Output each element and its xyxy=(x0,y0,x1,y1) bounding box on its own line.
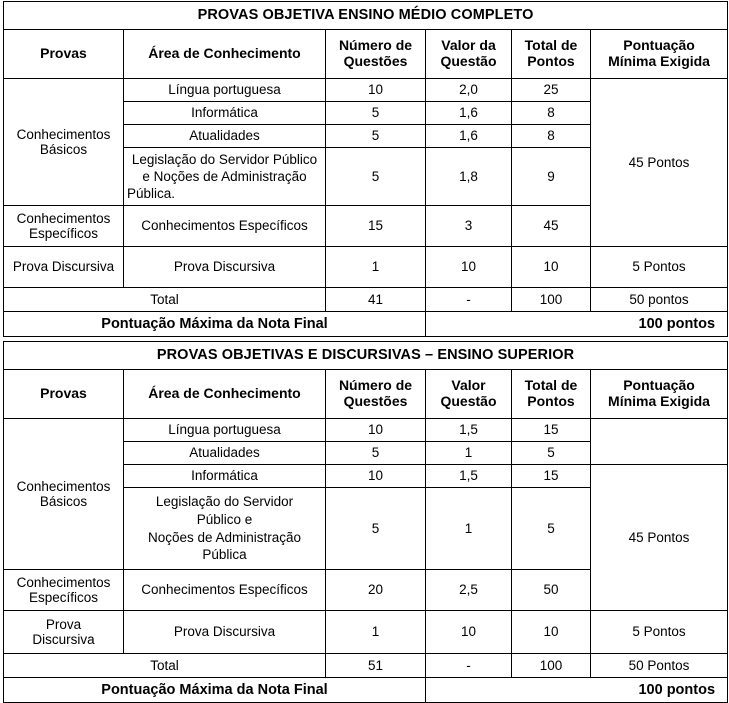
cell-area: Língua portuguesa xyxy=(124,419,326,442)
group-conhecimentos-basicos xyxy=(4,419,124,570)
header-numero-line2: Questões xyxy=(343,393,408,409)
total-pontos: 100 xyxy=(512,288,591,312)
group-conhecimentos-basicos xyxy=(4,79,124,206)
cell-valor: 1,8 xyxy=(426,148,512,206)
cell-numero: 5 xyxy=(326,148,426,206)
cell-pontuacao-basicos: 45 Pontos xyxy=(591,465,728,611)
header-pontuacao-line1: Pontuação xyxy=(623,377,695,394)
cell-numero: 10 xyxy=(326,465,426,488)
header-numero-line1: Número de xyxy=(338,377,413,394)
header-valor-line2: Questão xyxy=(440,53,497,69)
group-prova-discursiva: Prova Discursiva xyxy=(4,247,124,288)
cell-area: Conhecimentos Específicos xyxy=(124,570,326,611)
exam-table-ensino-medio xyxy=(3,1,728,337)
total-pontuacao: 50 Pontos xyxy=(591,654,728,678)
header-numero-questoes xyxy=(326,370,426,419)
cell-numero: 15 xyxy=(326,206,426,247)
exam-table-ensino-superior xyxy=(3,341,728,703)
legislacao-line4: Pública xyxy=(202,547,247,563)
group-especificos-line1: Conhecimentos xyxy=(16,574,111,590)
header-pontuacao-minima xyxy=(591,370,728,419)
header-numero-line1: Número de xyxy=(338,37,413,54)
table-title: PROVAS OBJETIVAS E DISCURSIVAS – ENSINO SUPERIOR xyxy=(4,342,728,370)
cell-total: 8 xyxy=(512,102,591,125)
table-row xyxy=(4,79,728,102)
table-title-row xyxy=(4,342,728,370)
group-prova-discursiva xyxy=(4,611,124,654)
cell-numero: 10 xyxy=(326,419,426,442)
cell-total: 10 xyxy=(512,611,591,654)
cell-total: 15 xyxy=(512,419,591,442)
header-area: Área de Conhecimento xyxy=(124,370,326,419)
header-valor-line1: Valor da xyxy=(441,37,496,54)
cell-valor: 1,5 xyxy=(426,465,512,488)
table-title: PROVAS OBJETIVA ENSINO MÉDIO COMPLETO xyxy=(4,2,728,30)
cell-total: 5 xyxy=(512,488,591,570)
table-row xyxy=(4,419,728,442)
group-especificos-line2: Específicos xyxy=(28,226,99,241)
cell-pontuacao-discursiva: 5 Pontos xyxy=(591,247,728,288)
cell-area: Língua portuguesa xyxy=(124,79,326,102)
group-especificos-line2: Específicos xyxy=(28,590,99,605)
max-label: Pontuação Máxima da Nota Final xyxy=(4,678,426,703)
cell-area: Prova Discursiva xyxy=(124,247,326,288)
cell-valor: 10 xyxy=(426,611,512,654)
cell-numero: 1 xyxy=(326,611,426,654)
cell-pontuacao-empty xyxy=(591,419,728,465)
cell-valor: 1 xyxy=(426,442,512,465)
cell-valor: 1,6 xyxy=(426,102,512,125)
cell-area: Informática xyxy=(124,465,326,488)
table-row xyxy=(4,247,728,288)
cell-pontuacao-basicos: 45 Pontos xyxy=(591,79,728,247)
header-area: Área de Conhecimento xyxy=(124,30,326,79)
cell-total: 10 xyxy=(512,247,591,288)
header-provas: Provas xyxy=(4,30,124,79)
header-pontuacao-minima xyxy=(591,30,728,79)
header-total-line1: Total de xyxy=(524,377,578,394)
header-total-line2: Pontos xyxy=(527,53,575,69)
header-valor-questao xyxy=(426,370,512,419)
cell-total: 45 xyxy=(512,206,591,247)
table-header-row xyxy=(4,30,728,79)
group-discursiva-line2: Discursiva xyxy=(32,632,95,647)
header-pontuacao-line2: Mínima Exigida xyxy=(608,53,710,69)
total-numero: 41 xyxy=(326,288,426,312)
cell-valor: 1,5 xyxy=(426,419,512,442)
table-max-row xyxy=(4,312,728,337)
header-numero-line2: Questões xyxy=(343,53,408,69)
cell-numero: 20 xyxy=(326,570,426,611)
header-total-pontos xyxy=(512,370,591,419)
cell-area-legislacao xyxy=(124,488,326,570)
cell-area: Prova Discursiva xyxy=(124,611,326,654)
group-conhecimentos-especificos xyxy=(4,570,124,611)
header-total-pontos xyxy=(512,30,591,79)
cell-numero: 10 xyxy=(326,79,426,102)
cell-valor: 2,5 xyxy=(426,570,512,611)
cell-numero: 1 xyxy=(326,247,426,288)
cell-total: 9 xyxy=(512,148,591,206)
header-pontuacao-line1: Pontuação xyxy=(623,37,695,54)
header-valor-line1: Valor xyxy=(451,377,486,394)
legislacao-line1: Legislação do Servidor xyxy=(155,494,294,510)
total-label: Total xyxy=(4,654,326,678)
total-valor: - xyxy=(426,288,512,312)
max-label: Pontuação Máxima da Nota Final xyxy=(4,312,426,337)
table-row xyxy=(4,611,728,654)
cell-numero: 5 xyxy=(326,125,426,148)
header-valor-questao xyxy=(426,30,512,79)
cell-area: Atualidades xyxy=(124,442,326,465)
cell-pontuacao-discursiva: 5 Pontos xyxy=(591,611,728,654)
header-total-line1: Total de xyxy=(524,37,578,54)
group-basicos-line1: Conhecimentos xyxy=(16,478,111,494)
cell-valor: 10 xyxy=(426,247,512,288)
legislacao-line3: Noções de Administração xyxy=(147,529,302,545)
total-label: Total xyxy=(4,288,326,312)
group-conhecimentos-especificos xyxy=(4,206,124,247)
legislacao-line2: Público e xyxy=(196,511,253,527)
cell-total: 5 xyxy=(512,442,591,465)
total-pontuacao: 50 pontos xyxy=(591,288,728,312)
cell-total: 25 xyxy=(512,79,591,102)
total-valor: - xyxy=(426,654,512,678)
cell-total: 8 xyxy=(512,125,591,148)
total-pontos: 100 xyxy=(512,654,591,678)
header-pontuacao-line2: Mínima Exigida xyxy=(608,393,710,409)
group-especificos-line1: Conhecimentos xyxy=(16,210,111,226)
cell-valor: 2,0 xyxy=(426,79,512,102)
table-header-row xyxy=(4,370,728,419)
table-max-row xyxy=(4,678,728,703)
group-basicos-line1: Conhecimentos xyxy=(16,126,111,142)
cell-valor: 3 xyxy=(426,206,512,247)
total-numero: 51 xyxy=(326,654,426,678)
table-title-row xyxy=(4,2,728,30)
header-valor-line2: Questão xyxy=(440,393,497,409)
cell-area: Conhecimentos Específicos xyxy=(124,206,326,247)
cell-numero: 5 xyxy=(326,488,426,570)
cell-area-legislacao: Legislação do Servidor Público e Noções de Administração Pública. xyxy=(124,148,326,206)
cell-total: 50 xyxy=(512,570,591,611)
cell-numero: 5 xyxy=(326,442,426,465)
cell-area: Atualidades xyxy=(124,125,326,148)
group-basicos-line2: Básicos xyxy=(39,142,88,157)
header-provas: Provas xyxy=(4,370,124,419)
cell-area: Informática xyxy=(124,102,326,125)
header-total-line2: Pontos xyxy=(527,393,575,409)
max-value: 100 pontos xyxy=(426,312,728,337)
cell-numero: 5 xyxy=(326,102,426,125)
table-total-row xyxy=(4,288,728,312)
max-value: 100 pontos xyxy=(426,678,728,703)
header-numero-questoes xyxy=(326,30,426,79)
cell-total: 15 xyxy=(512,465,591,488)
cell-valor: 1,6 xyxy=(426,125,512,148)
cell-valor: 1 xyxy=(426,488,512,570)
group-discursiva-line1: Prova xyxy=(45,616,82,632)
table-total-row xyxy=(4,654,728,678)
group-basicos-line2: Básicos xyxy=(39,494,88,509)
